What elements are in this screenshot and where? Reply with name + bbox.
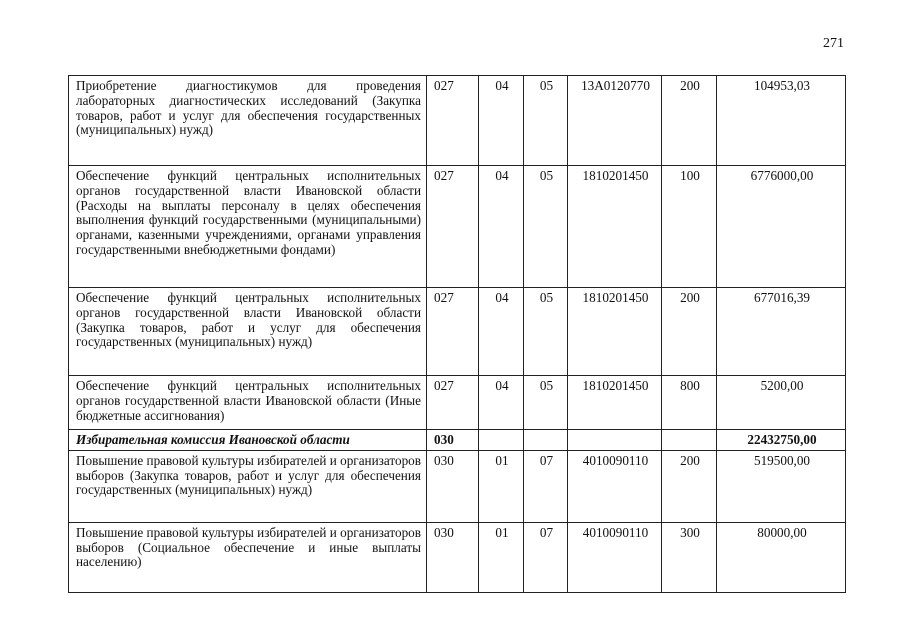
item-name: Избирательная комиссия Ивановской области [69, 430, 427, 451]
expense-type: 200 [662, 288, 717, 376]
department-code: 027 [427, 166, 479, 288]
expense-type: 100 [662, 166, 717, 288]
item-name: Повышение правовой культуры избирателей и организаторов выборов (Закупка товаров, работ и услуг для обеспечения государственных (муниципальных) нужд) [69, 450, 427, 522]
item-name: Обеспечение функций центральных исполнительных органов государственной власти Ивановской области (Иные бюджетные ассигнования) [69, 376, 427, 430]
section-code: 04 [479, 76, 524, 166]
subsection-code: 05 [524, 166, 568, 288]
subsection-code: 07 [524, 522, 568, 592]
expense-type: 200 [662, 76, 717, 166]
target-article: 1810201450 [568, 288, 662, 376]
subsection-code: 07 [524, 450, 568, 522]
sum-value: 22432750,00 [717, 430, 846, 451]
sum-value: 519500,00 [717, 450, 846, 522]
department-code: 030 [427, 522, 479, 592]
target-article: 4010090110 [568, 450, 662, 522]
table-row [69, 288, 846, 376]
sum-value: 5200,00 [717, 376, 846, 430]
section-code: 04 [479, 376, 524, 430]
section-code: 04 [479, 288, 524, 376]
section-code: 01 [479, 450, 524, 522]
sum-value: 80000,00 [717, 522, 846, 592]
expense-type: 300 [662, 522, 717, 592]
department-code: 030 [427, 450, 479, 522]
sum-value: 677016,39 [717, 288, 846, 376]
subsection-code: 05 [524, 376, 568, 430]
page-number: 271 [823, 36, 844, 51]
sum-value: 104953,03 [717, 76, 846, 166]
table-row [69, 76, 846, 166]
table-row [69, 166, 846, 288]
target-article: 1810201450 [568, 166, 662, 288]
table-row [69, 522, 846, 592]
department-code: 027 [427, 76, 479, 166]
department-code: 027 [427, 288, 479, 376]
item-name: Обеспечение функций центральных исполнительных органов государственной власти Ивановской области (Расходы на выплаты персоналу в целях обеспечения выполнения функций государственными (муниципальными) органами, казенными учреждениями, органами управления государственными внебюджетными фондами) [69, 166, 427, 288]
target-article [568, 430, 662, 451]
expense-type: 800 [662, 376, 717, 430]
expense-type [662, 430, 717, 451]
target-article: 13А0120770 [568, 76, 662, 166]
expense-type: 200 [662, 450, 717, 522]
item-name: Приобретение диагностикумов для проведения лабораторных диагностических исследований (Закупка товаров, работ и услуг для обеспечения государственных (муниципальных) нужд) [69, 76, 427, 166]
sum-value: 6776000,00 [717, 166, 846, 288]
target-article: 4010090110 [568, 522, 662, 592]
table-row-section-total [69, 430, 846, 451]
subsection-code: 05 [524, 76, 568, 166]
department-code: 030 [427, 430, 479, 451]
table-row [69, 450, 846, 522]
subsection-code: 05 [524, 288, 568, 376]
section-code [479, 430, 524, 451]
item-name: Обеспечение функций центральных исполнительных органов государственной власти Ивановской области (Закупка товаров, работ и услуг для обеспечения государственных (муниципальных) нужд) [69, 288, 427, 376]
budget-table [68, 75, 846, 593]
target-article: 1810201450 [568, 376, 662, 430]
item-name: Повышение правовой культуры избирателей и организаторов выборов (Социальное обеспечение и иные выплаты населению) [69, 522, 427, 592]
section-code: 04 [479, 166, 524, 288]
subsection-code [524, 430, 568, 451]
section-code: 01 [479, 522, 524, 592]
department-code: 027 [427, 376, 479, 430]
table-row [69, 376, 846, 430]
